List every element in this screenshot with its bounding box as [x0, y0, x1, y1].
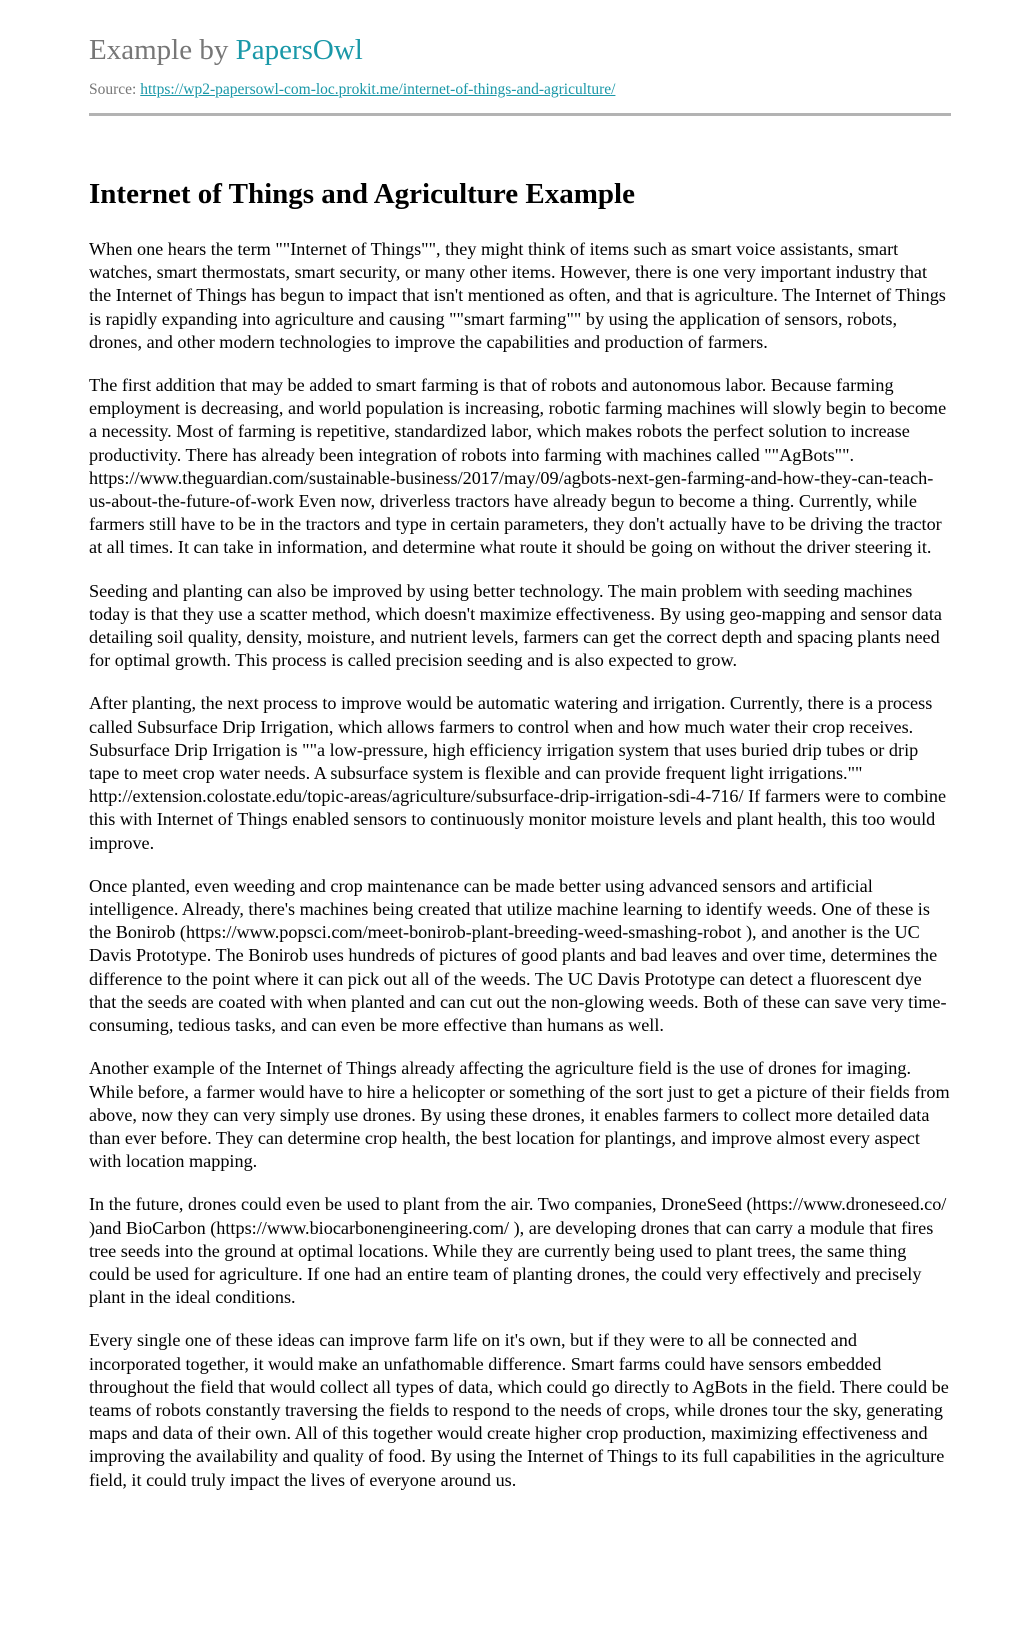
header-brand-line: [89, 30, 951, 70]
document-body: [89, 238, 951, 1492]
paragraph-7: In the future, drones could even be used to plant from the air. Two companies, DroneSeed (https://www.droneseed.co/ )and BioCarbon (https://www.biocarbonengineering.com/ ), are developing drones that can carry a module that fires tree seeds into the ground at optimal locations. While they are currently being used to plant trees, the same thing could be used for agriculture. If one had an entire team of planting drones, the could very effectively and precisely plant in the ideal conditions.: [89, 1194, 947, 1308]
source-label: Source:: [89, 81, 141, 98]
paragraph-8: Every single one of these ideas can improve farm life on it's own, but if they were to all be connected and incorporated together, it would make an unfathomable difference. Smart farms could have sensors embedded throughout the field that would collect all types of data, which could go directly to AgBots in the field. There could be teams of robots constantly traversing the fields to respond to the needs of crops, while drones tour the sky, generating maps and data of their own. All of this together would create higher crop production, maximizing effectiveness and improving the availability and quality of food. By using the Internet of Things to its full capabilities in the agriculture field, it could truly impact the lives of everyone around us.: [89, 1330, 949, 1490]
paragraph-1: When one hears the term ""Internet of Things"", they might think of items such as smart voice assistants, smart watches, smart thermostats, smart security, or many other items. However, there is one very important industry that the Internet of Things has begun to impact that isn't mentioned as often, and that is agriculture. The Internet of Things is rapidly expanding into agriculture and causing ""smart farming"" by using the application of sensors, robots, drones, and other modern technologies to improve the capabilities and production of farmers.: [89, 239, 946, 352]
source-line: [89, 80, 951, 100]
paragraph-5: Once planted, even weeding and crop maintenance can be made better using advanced sensors and artificial intelligence. Already, there's machines being created that utilize machine learning to identify weeds. One of these is the Bonirob (https://www.popsci.com/meet-bonirob-plant-breeding-weed-smashing-robot ), and another is the UC Davis Prototype. The Bonirob uses hundreds of pictures of good plants and bad leaves and over time, determines the difference to the point where it can pick out all of the weeds. The UC Davis Prototype can detect a fluorescent dye that the seeds are coated with when planted and can cut out the non-glowing weeds. Both of these can save very time-consuming, tedious tasks, and can even be more effective than humans as well.: [89, 875, 947, 1036]
paragraph-3: Seeding and planting can also be improved by using better technology. The main problem with seeding machines today is that they use a scatter method, which doesn't maximize effectiveness. By using geo-mapping and sensor data detailing soil quality, density, moisture, and nutrient levels, farmers can get the correct depth and spacing plants need for optimal growth. This process is called precision seeding and is also expected to grow.: [89, 580, 942, 671]
source-link[interactable]: https://wp2-papersowl-com-loc.prokit.me/internet-of-things-and-agriculture/: [140, 81, 616, 98]
header-divider: [89, 113, 951, 116]
paragraph-2: The first addition that may be added to smart farming is that of robots and autonomous labor. Because farming employment is decreasing, and world population is increasing, robotic farming machines will slowly begin to become a necessity. Most of farming is repetitive, standardized labor, which makes robots the perfect solution to increase productivity. There has already been integration of robots into farming with machines called ""AgBots"". https://www.theguardian.com/sustainable-business/2017/may/09/agbots-next-gen-farming-and-how-they-can-teach-us-about-the-future-of-work Even now, driverless tractors have already begun to become a thing. Currently, while farmers still have to be in the tractors and type in certain parameters, they don't actually have to be driving the tractor at all times. It can take in information, and determine what route it should be going on without the driver steering it.: [89, 375, 947, 558]
document-title: Internet of Things and Agriculture Example: [89, 178, 635, 210]
document-page: [89, 30, 951, 1512]
paragraph-4: After planting, the next process to improve would be automatic watering and irrigation. Currently, there is a process called Subsurface Drip Irrigation, which allows farmers to control when and how much water their crop receives. Subsurface Drip Irrigation is ""a low-pressure, high efficiency irrigation system that uses buried drip tubes or drip tape to meet crop water needs. A subsurface system is flexible and can provide frequent light irrigations."" http://extension.colostate.edu/topic-areas/agriculture/subsurface-drip-irrigation-sdi-4-716/ If farmers were to combine this with Internet of Things enabled sensors to continuously monitor moisture levels and plant health, this too would improve.: [89, 693, 947, 853]
header-prefix: Example by: [89, 34, 236, 66]
paragraph-6: Another example of the Internet of Things already affecting the agriculture field is the use of drones for imaging. While before, a farmer would have to hire a helicopter or something of the sort just to get a picture of their fields from above, now they can very simply use drones. By using these drones, it enables farmers to collect more detailed data than ever before. They can determine crop health, the best location for plantings, and improve almost every aspect with location mapping.: [89, 1058, 950, 1172]
brand-name: PapersOwl: [235, 34, 363, 66]
